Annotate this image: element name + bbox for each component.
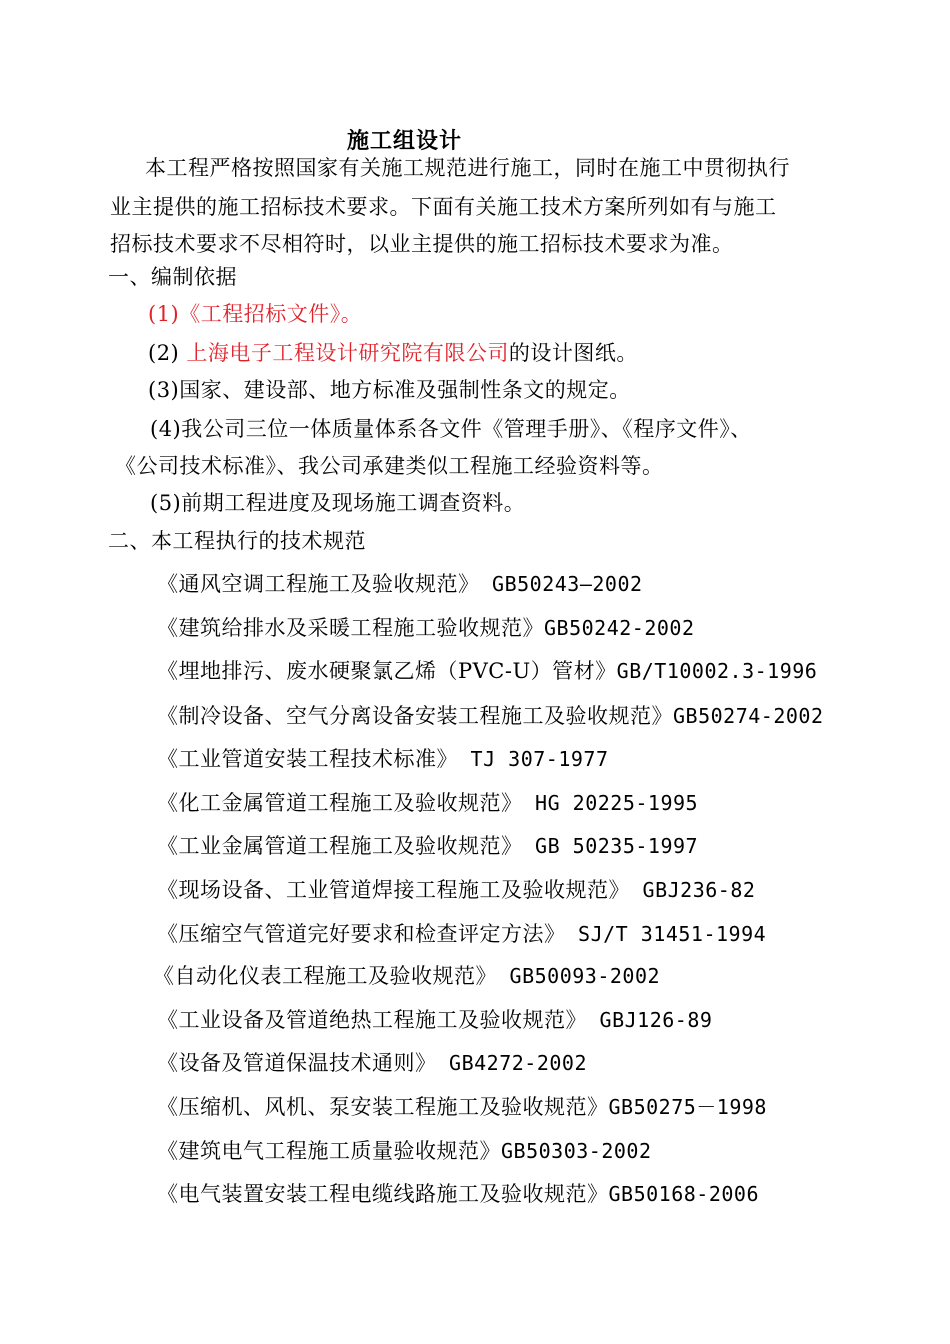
basis-item-2 [148, 340, 638, 366]
standard-item [157, 1050, 587, 1076]
standard-code: GB/T10002.3-1996 [616, 659, 818, 683]
standard-item [157, 746, 609, 772]
basis-item-3: (3)国家、建设部、地方标准及强制性条文的规定。 [148, 378, 631, 402]
standard-item [157, 1181, 759, 1207]
standard-code: GB 50235-1997 [522, 834, 699, 858]
standard-item [157, 658, 817, 684]
standard-code: GB50243—2002 [479, 572, 643, 596]
standard-code: GB50275－1998 [608, 1095, 767, 1119]
standard-name: 《电气装置安装工程电缆线路施工及验收规范》 [157, 1182, 609, 1206]
standard-name: 《现场设备、工业管道焊接工程施工及验收规范》 [157, 878, 630, 902]
standard-name: 《制冷设备、空气分离设备安装工程施工及验收规范》 [157, 704, 673, 728]
standard-name: 《建筑给排水及采暖工程施工验收规范》 [157, 616, 544, 640]
standard-code: GBJ236-82 [630, 878, 756, 902]
standard-name: 《建筑电气工程施工质量验收规范》 [157, 1139, 501, 1163]
standard-item [157, 921, 766, 947]
standard-name: 《压缩空气管道完好要求和检查评定方法》 [157, 922, 566, 946]
intro-line-2: 业主提供的施工招标技术要求。下面有关施工技术方案所列如有与施工 [110, 195, 777, 219]
standard-name: 《通风空调工程施工及验收规范》 [157, 572, 480, 596]
basis-item-4-line-2: 《公司技术标准》、我公司承建类似工程施工经验资料等。 [115, 454, 664, 478]
standard-item [157, 1094, 767, 1120]
standard-code: GB50168-2006 [608, 1182, 759, 1206]
section-2-heading: 二、本工程执行的技术规范 [108, 529, 366, 553]
standard-name: 《自动化仪表工程施工及验收规范》 [153, 964, 497, 988]
standard-code: TJ 307-1977 [458, 747, 609, 771]
standard-code: GB50303-2002 [501, 1139, 652, 1163]
standard-item [157, 790, 698, 816]
standard-item [157, 1138, 652, 1164]
standard-item [157, 703, 824, 729]
standard-code: GB50274-2002 [673, 704, 824, 728]
basis-item-1: (1)《工程招标文件》。 [148, 302, 363, 326]
intro-line-1: 本工程严格按照国家有关施工规范进行施工，同时在施工中贯彻执行 [145, 156, 790, 180]
designer-company-name: 上海电子工程设计研究院有限公司 [186, 341, 509, 365]
section-1-heading: 一、编制依据 [108, 265, 237, 289]
basis-item-2-suffix: 的设计图纸。 [508, 341, 638, 365]
standard-code: GB50242-2002 [544, 616, 695, 640]
standard-code: GBJ126-89 [587, 1008, 713, 1032]
standard-name: 《埋地排污、废水硬聚氯乙烯（PVC-U）管材》 [157, 659, 617, 683]
standard-item [157, 1007, 712, 1033]
standard-item [157, 615, 695, 641]
standard-name: 《化工金属管道工程施工及验收规范》 [157, 791, 523, 815]
document-title: 施工组设计 [347, 128, 463, 154]
standard-code: HG 20225-1995 [522, 791, 699, 815]
standard-item [157, 877, 755, 903]
standard-item [157, 833, 698, 859]
standard-item [153, 963, 660, 989]
basis-item-4-line-1: (4)我公司三位一体质量体系各文件《管理手册》、《程序文件》、 [150, 417, 752, 441]
basis-item-5: (5)前期工程进度及现场施工调查资料。 [150, 491, 526, 515]
standard-name: 《设备及管道保温技术通则》 [157, 1051, 437, 1075]
basis-item-2-prefix: (2) [148, 341, 187, 365]
standard-code: GB4272-2002 [436, 1051, 587, 1075]
standard-name: 《工业金属管道工程施工及验收规范》 [157, 834, 523, 858]
intro-line-3: 招标技术要求不尽相符时，以业主提供的施工招标技术要求为准。 [110, 232, 734, 256]
standard-name: 《工业管道安装工程技术标准》 [157, 747, 458, 771]
standard-name: 《工业设备及管道绝热工程施工及验收规范》 [157, 1008, 587, 1032]
standard-name: 《压缩机、风机、泵安装工程施工及验收规范》 [157, 1095, 609, 1119]
standard-code: SJ/T 31451-1994 [565, 922, 767, 946]
standard-code: GB50093-2002 [497, 964, 661, 988]
standard-item [157, 571, 643, 597]
